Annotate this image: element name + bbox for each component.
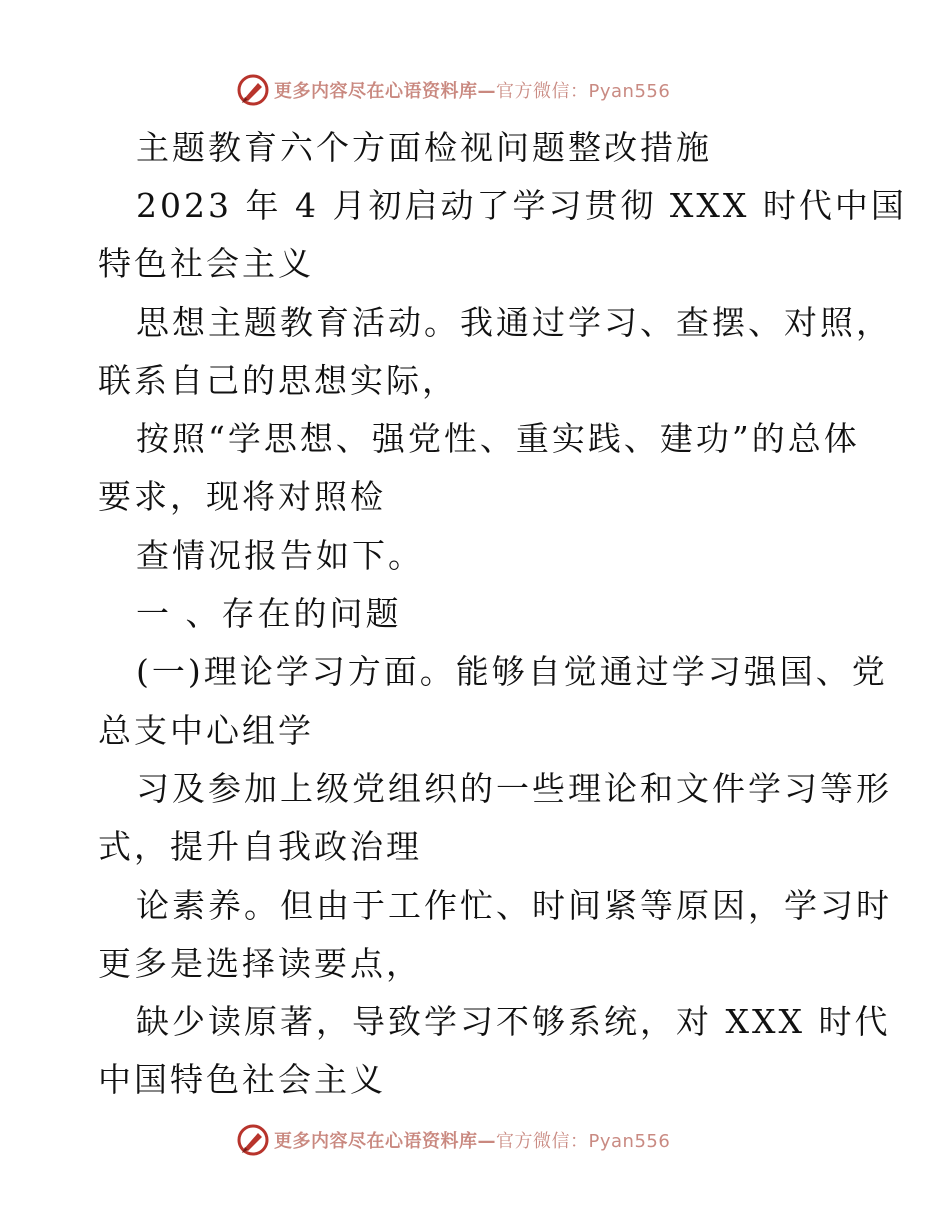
paragraph-line: 2023 年 4 月初启动了学习贯彻 XXX 时代中国 bbox=[136, 186, 907, 225]
watermark-text: 更多内容尽在心语资料库—官方微信：Pyan556 bbox=[274, 81, 671, 102]
section-heading: 一 、存在的问题 bbox=[136, 594, 402, 633]
paragraph-line: 按照“学思想、强党性、重实践、建功”的总体 bbox=[136, 419, 860, 458]
pen-logo-icon bbox=[236, 73, 270, 107]
footer-watermark bbox=[236, 1123, 670, 1157]
paragraph-line: 特色社会主义 bbox=[98, 244, 314, 283]
paragraph-line: 式，提升自我政治理 bbox=[98, 827, 422, 866]
paragraph-line: 总支中心组学 bbox=[98, 711, 314, 750]
watermark-text: 更多内容尽在心语资料库—官方微信：Pyan556 bbox=[274, 1131, 671, 1152]
paragraph-line: 论素养。但由于工作忙、时间紧等原因，学习时 bbox=[136, 886, 892, 925]
paragraph-line: 习及参加上级党组织的一些理论和文件学习等形 bbox=[136, 769, 892, 808]
paragraph-line: 思想主题教育活动。我通过学习、查摆、对照， bbox=[136, 303, 892, 342]
paragraph-line: 更多是选择读要点， bbox=[98, 944, 422, 983]
subsection-line: (一)理论学习方面。能够自觉通过学习强国、党 bbox=[136, 652, 888, 691]
paragraph-line: 联系自己的思想实际， bbox=[98, 361, 458, 400]
header-watermark bbox=[236, 73, 670, 107]
pen-logo-icon bbox=[236, 1123, 270, 1157]
paragraph-line: 缺少读原著，导致学习不够系统，对 XXX 时代 bbox=[136, 1002, 891, 1041]
paragraph-line: 查情况报告如下。 bbox=[136, 536, 424, 575]
document-title: 主题教育六个方面检视问题整改措施 bbox=[136, 128, 712, 167]
paragraph-line: 要求，现将对照检 bbox=[98, 477, 386, 516]
paragraph-line: 中国特色社会主义 bbox=[98, 1060, 386, 1099]
